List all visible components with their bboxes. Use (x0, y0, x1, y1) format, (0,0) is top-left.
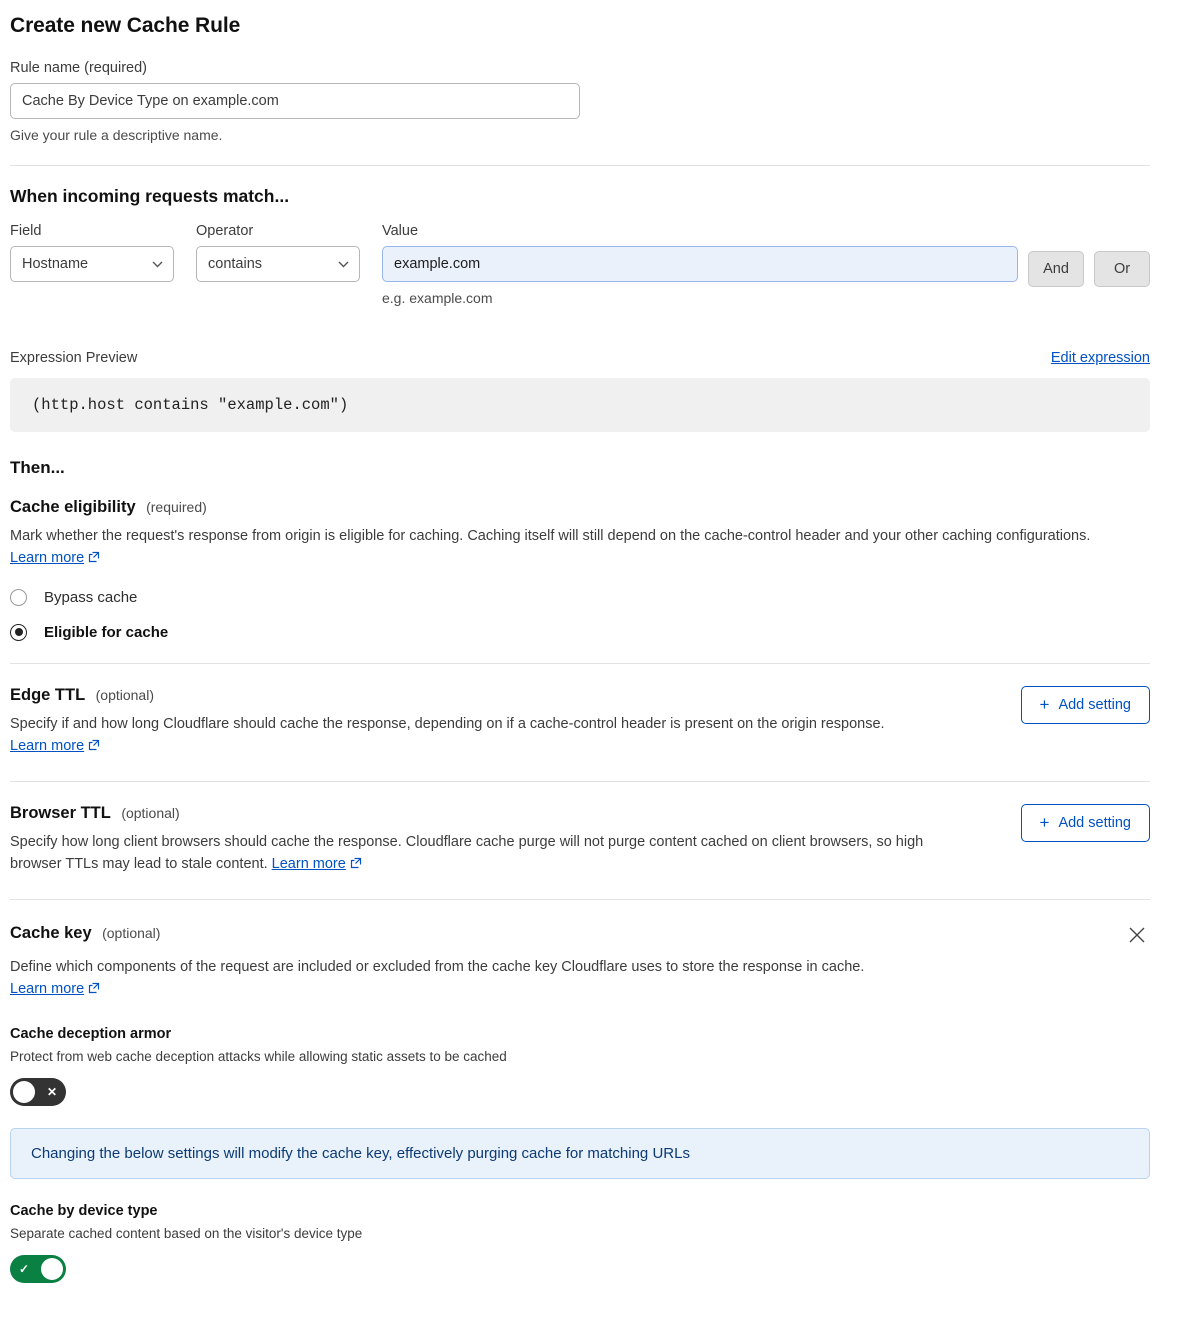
plus-icon: + (1039, 813, 1050, 833)
radio-eligible-for-cache[interactable] (10, 624, 1150, 641)
value-column (382, 223, 1018, 306)
expression-preview-box: (http.host contains "example.com") (10, 378, 1150, 432)
browser-ttl-left (10, 804, 940, 877)
external-link-icon (88, 548, 100, 570)
rule-name-input[interactable] (10, 83, 580, 119)
and-or-buttons (1028, 251, 1150, 287)
browser-ttl-description (10, 831, 940, 877)
cache-by-device-type-title: Cache by device type (10, 1202, 158, 1219)
browser-ttl-description-text: Specify how long client browsers should cache the response. Cloudflare cache purge will not purge content cached on client browsers, so high browser TTLs may lead to stale content. (10, 833, 924, 873)
operator-column (196, 223, 360, 282)
external-link-icon (88, 736, 100, 758)
browser-ttl-add-setting-label: Add setting (1058, 814, 1131, 831)
match-row (10, 223, 1150, 306)
field-label: Field (10, 223, 42, 239)
cache-eligibility-title-row (10, 498, 1150, 517)
operator-label: Operator (196, 223, 254, 239)
rule-name-group (10, 60, 1150, 143)
and-button[interactable]: And (1028, 251, 1084, 287)
browser-ttl-heading: Browser TTL (10, 803, 111, 822)
cache-by-device-type-toggle[interactable] (10, 1255, 66, 1283)
toggle-knob (41, 1258, 63, 1280)
external-link-icon (350, 854, 362, 876)
radio-bypass-cache[interactable] (10, 589, 1150, 606)
chevron-down-icon (152, 256, 163, 272)
cache-key-info-banner: Changing the below settings will modify the cache key, effectively purging cache for matching URLs (10, 1128, 1150, 1179)
chevron-down-icon (338, 256, 349, 272)
cache-key-heading: Cache key (10, 923, 92, 942)
rule-name-label: Rule name (required) (10, 60, 148, 76)
edge-ttl-add-setting-label: Add setting (1058, 696, 1131, 713)
cache-by-device-type-description: Separate cached content based on the visitor's device type (10, 1225, 363, 1241)
browser-ttl-optional-tag: (optional) (121, 804, 180, 821)
edge-ttl-section (10, 686, 1150, 759)
match-section-heading: When incoming requests match... (10, 186, 290, 206)
edge-ttl-title-row (10, 686, 940, 705)
operator-select[interactable] (196, 246, 360, 282)
field-select-value: Hostname (22, 256, 89, 272)
toggle-on-icon: ✓ (19, 1261, 30, 1276)
edge-ttl-add-setting-button[interactable] (1021, 686, 1151, 724)
browser-ttl-section (10, 804, 1150, 877)
divider-2 (10, 663, 1150, 664)
field-select[interactable] (10, 246, 174, 282)
rule-name-helper: Give your rule a descriptive name. (10, 127, 223, 143)
edge-ttl-left (10, 686, 940, 759)
divider-4 (10, 899, 1150, 900)
cache-eligibility-section (10, 498, 1150, 641)
radio-icon (10, 589, 27, 606)
page-title: Create new Cache Rule (10, 14, 241, 37)
cache-deception-armor-title: Cache deception armor (10, 1025, 172, 1042)
browser-ttl-add-setting-button[interactable] (1021, 804, 1151, 842)
value-hint: e.g. example.com (382, 290, 493, 306)
then-heading: Then... (10, 458, 65, 477)
cache-eligibility-required-tag: (required) (146, 499, 207, 515)
close-icon[interactable] (1124, 924, 1150, 950)
cache-eligibility-learn-more[interactable]: Learn more (10, 550, 85, 567)
divider-1 (10, 165, 1150, 166)
edge-ttl-optional-tag: (optional) (95, 686, 154, 703)
cache-key-description-text: Define which components of the request are included or excluded from the cache key Cloudflare uses to store the response in cache. (10, 958, 865, 975)
radio-eligible-for-cache-label: Eligible for cache (44, 623, 169, 641)
edit-expression-link[interactable]: Edit expression (1050, 350, 1150, 366)
cache-deception-armor-toggle[interactable] (10, 1078, 66, 1106)
value-label: Value (382, 223, 419, 239)
cache-eligibility-description (10, 525, 1130, 571)
expression-header (10, 350, 1150, 366)
divider-3 (10, 781, 1150, 782)
value-input[interactable] (382, 246, 1018, 282)
cache-key-optional-tag: (optional) (102, 924, 161, 941)
toggle-knob (13, 1081, 35, 1103)
cache-key-section (10, 924, 1150, 1283)
radio-icon-selected (10, 624, 27, 641)
edge-ttl-description (10, 713, 940, 759)
cache-deception-armor-description: Protect from web cache deception attacks while allowing static assets to be cached (10, 1048, 507, 1064)
edge-ttl-description-text: Specify if and how long Cloudflare should cache the response, depending on if a cache-control header is present on the origin response. (10, 715, 885, 732)
toggle-off-icon: ✕ (46, 1084, 57, 1099)
browser-ttl-title-row (10, 804, 940, 823)
radio-bypass-cache-label: Bypass cache (44, 588, 138, 606)
edge-ttl-learn-more[interactable]: Learn more (10, 738, 85, 755)
or-button[interactable]: Or (1094, 251, 1150, 287)
edge-ttl-heading: Edge TTL (10, 685, 86, 704)
cache-key-description (10, 956, 1130, 1002)
cache-eligibility-description-text: Mark whether the request's response from origin is eligible for caching. Caching itself will still depend on the cache-control header and your other caching configurations. (10, 528, 1091, 544)
operator-select-value: contains (208, 256, 263, 272)
cache-key-title-row (10, 924, 160, 943)
cache-eligibility-heading: Cache eligibility (10, 498, 136, 516)
cache-key-head (10, 924, 1150, 950)
browser-ttl-learn-more[interactable]: Learn more (271, 856, 346, 873)
field-column (10, 223, 174, 282)
cache-key-learn-more[interactable]: Learn more (10, 981, 85, 998)
plus-icon: + (1039, 695, 1050, 715)
external-link-icon (88, 979, 100, 1001)
expression-preview-label: Expression Preview (10, 350, 138, 366)
